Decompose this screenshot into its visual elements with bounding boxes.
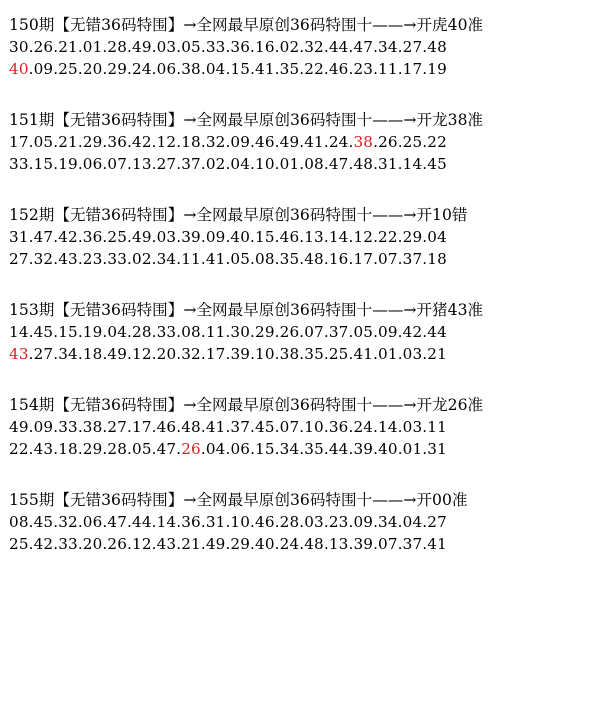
highlighted-number: 26	[181, 440, 201, 458]
highlighted-number: 40	[9, 60, 29, 78]
number-segment: 31.47.42.36.25.49.03.39.09.40.15.46.13.14.12.22.29.04	[9, 228, 447, 246]
number-segment: 49.09.33.38.27.17.46.48.41.37.45.07.10.36.24.14.03.11	[9, 418, 447, 436]
period-block-152	[9, 204, 595, 270]
number-segment: 22.43.18.29.28.05.47.	[9, 440, 182, 458]
number-row	[9, 416, 595, 438]
period-title: 152期【无错36码特围】→全网最早原创36码特围十——→开10错	[9, 206, 468, 224]
number-row	[9, 131, 595, 153]
number-row	[9, 153, 595, 175]
number-segment: 27.32.43.23.33.02.34.11.41.05.08.35.48.16.17.07.37.18	[9, 250, 447, 268]
number-segment: .27.34.18.49.12.20.32.17.39.10.38.35.25.41.01.03.21	[28, 345, 447, 363]
number-segment: .09.25.20.29.24.06.38.04.15.41.35.22.46.23.11.17.19	[28, 60, 447, 78]
period-title: 154期【无错36码特围】→全网最早原创36码特围十——→开龙26准	[9, 396, 484, 414]
period-title: 155期【无错36码特围】→全网最早原创36码特围十——→开00准	[9, 491, 468, 509]
number-row	[9, 438, 595, 460]
period-title: 150期【无错36码特围】→全网最早原创36码特围十——→开虎40准	[9, 16, 484, 34]
period-block-154	[9, 394, 595, 460]
period-block-151	[9, 109, 595, 175]
period-block-150	[9, 14, 595, 80]
highlighted-number: 43	[9, 345, 29, 363]
number-row	[9, 58, 595, 80]
period-block-155	[9, 489, 595, 555]
number-segment: 14.45.15.19.04.28.33.08.11.30.29.26.07.37.05.09.42.44	[9, 323, 447, 341]
number-row	[9, 343, 595, 365]
highlighted-number: 38	[353, 133, 374, 151]
number-row	[9, 533, 595, 555]
number-row	[9, 248, 595, 270]
number-segment: 30.26.21.01.28.49.03.05.33.36.16.02.32.44.47.34.27.48	[9, 38, 447, 56]
number-segment: 08.45.32.06.47.44.14.36.31.10.46.28.03.23.09.34.04.27	[9, 513, 447, 531]
number-row	[9, 321, 595, 343]
number-segment: 33.15.19.06.07.13.27.37.02.04.10.01.08.47.48.31.14.45	[9, 155, 447, 173]
period-title: 153期【无错36码特围】→全网最早原创36码特围十——→开猪43准	[9, 301, 484, 319]
period-block-153	[9, 299, 595, 365]
number-segment: .26.25.22	[373, 133, 447, 151]
number-segment: 17.05.21.29.36.42.12.18.32.09.46.49.41.24.	[9, 133, 354, 151]
period-title: 151期【无错36码特围】→全网最早原创36码特围十——→开龙38准	[9, 111, 484, 129]
number-row	[9, 226, 595, 248]
number-row	[9, 511, 595, 533]
number-segment: 25.42.33.20.26.12.43.21.49.29.40.24.48.13.39.07.37.41	[9, 535, 447, 553]
number-segment: .04.06.15.34.35.44.39.40.01.31	[200, 440, 447, 458]
number-row	[9, 36, 595, 58]
